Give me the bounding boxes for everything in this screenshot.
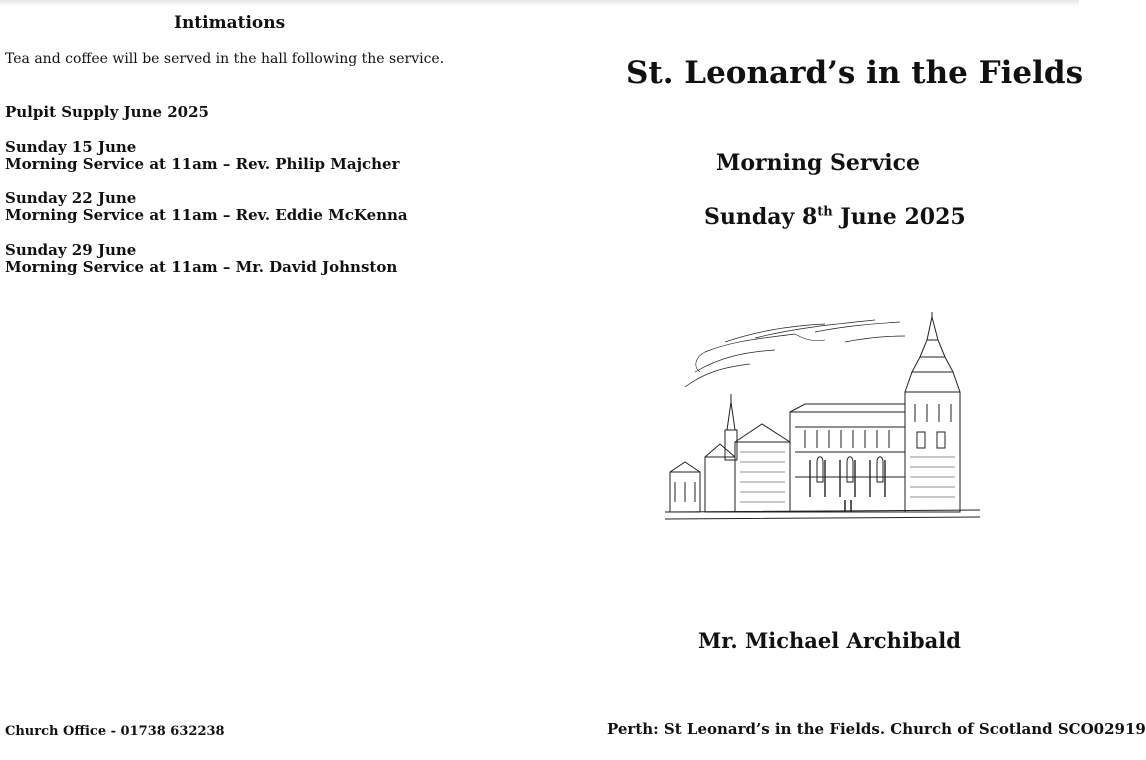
church-office-phone: Church Office - 01738 632238 [5, 724, 225, 739]
service-detail: Morning Service at 11am – Mr. David Johnston [5, 258, 398, 276]
service-entry [5, 242, 397, 276]
intimations-page [0, 0, 540, 760]
service-date: Sunday 22 June [5, 189, 137, 207]
date-prefix: Sunday 8 [704, 204, 818, 230]
date-rest: June 2025 [832, 204, 966, 230]
service-detail: Morning Service at 11am – Rev. Philip Majcher [5, 155, 400, 173]
service-detail: Morning Service at 11am – Rev. Eddie McKenna [5, 206, 408, 224]
pulpit-supply-title: Pulpit Supply June 2025 [5, 103, 209, 121]
cover-page [540, 0, 1146, 760]
intimations-title: Intimations [174, 13, 286, 33]
service-entry [5, 190, 408, 224]
service-date: Sunday 29 June [5, 241, 137, 259]
church-name-title: St. Leonard’s in the Fields [626, 55, 1084, 91]
date-ordinal-suffix: th [817, 204, 833, 220]
service-title: Morning Service [716, 150, 921, 176]
service-date: Sunday 15 June [5, 138, 137, 156]
church-sketch-illustration [665, 312, 980, 534]
charity-registration-line: Perth: St Leonard’s in the Fields. Church of Scotland SCO02919 [607, 720, 1146, 738]
minister-name: Mr. Michael Archibald [698, 628, 961, 653]
service-date-heading [704, 204, 966, 230]
tea-coffee-notice: Tea and coffee will be served in the hall following the service. [5, 51, 445, 67]
service-entry [5, 139, 400, 173]
